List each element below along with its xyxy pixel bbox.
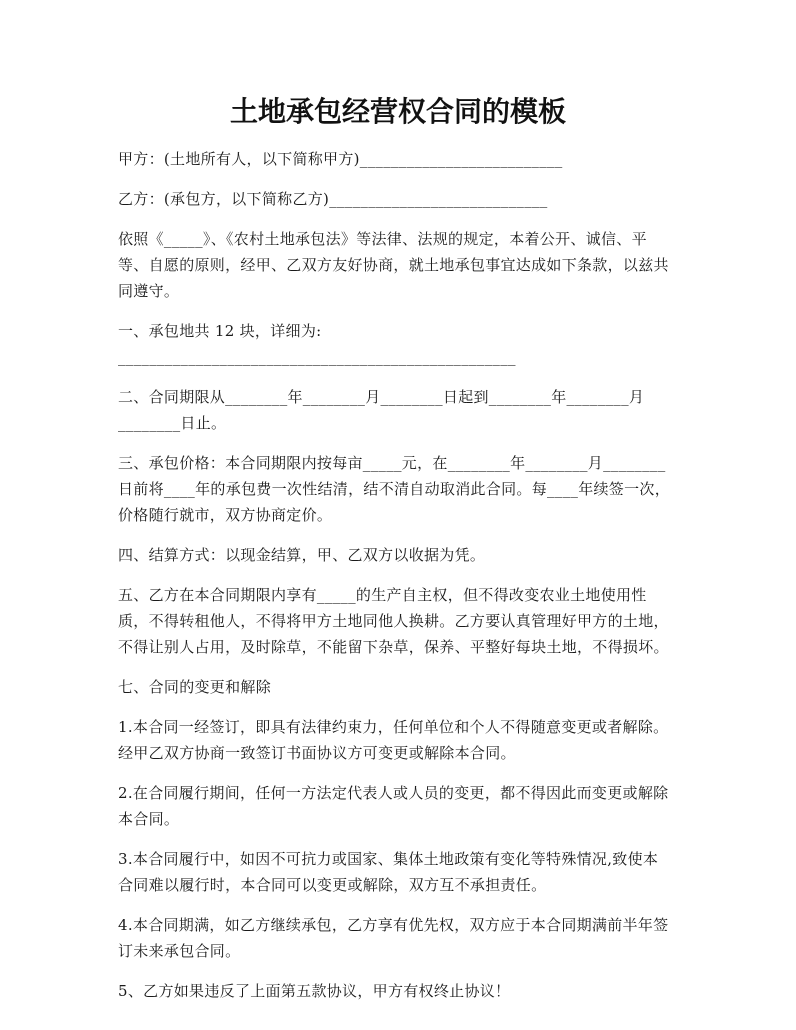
clause-4-settlement [118, 542, 684, 568]
clause-7-item-1 [118, 714, 684, 766]
text-line: 价格随行就市，双方协商定价。 [118, 506, 333, 524]
document-title: 土地承包经营权合同的模板 [229, 95, 566, 128]
text-line: 3.本合同履行中，如因不可抗力或国家、集体土地政策有变化等特殊情况,致使本 [118, 850, 659, 868]
clause-7-heading [118, 674, 684, 700]
text-line: 二、合同期限从________年________月________日起到________年________月 [118, 388, 645, 406]
text-line: 本合同。 [118, 810, 180, 828]
text-line: 5、乙方如果违反了上面第五款协议，甲方有权终止协议！ [118, 982, 511, 1000]
text-line: 同遵守。 [118, 282, 180, 300]
text-line: 七、合同的变更和解除 [118, 678, 272, 696]
text-line: 质，不得转租他人，不得将甲方土地同他人换耕。乙方要认真管理好甲方的土地， [118, 612, 669, 630]
text-line: 等、自愿的原则，经甲、乙双方友好协商，就土地承包事宜达成如下条款，以兹共 [118, 256, 669, 274]
text-line: 经甲乙双方协商一致签订书面协议方可变更或解除本合同。 [118, 744, 516, 762]
text-line: 乙方：(承包方，以下简称乙方)____________________________ [118, 190, 548, 208]
text-line: 四、结算方式：以现金结算，甲、乙双方以收据为凭。 [118, 546, 486, 564]
clause-7-item-3 [118, 846, 684, 898]
clause-final-termination [118, 978, 684, 1004]
clause-7-item-4 [118, 912, 684, 964]
text-line: 日前将____年的承包费一次性结清，结不清自动取消此合同。每____年续签一次， [118, 480, 671, 498]
clause-5-rights [118, 582, 684, 660]
text-line: 订未来承包合同。 [118, 942, 241, 960]
clause-1-land-count [118, 318, 684, 370]
clause-7-item-2 [118, 780, 684, 832]
clause-2-term [118, 384, 684, 436]
text-line: ________日止。 [118, 414, 227, 432]
text-line: 三、承包价格：本合同期限内按每亩_____元，在________年________月________ [118, 454, 666, 472]
text-line: 一、承包地共 12 块，详细为: [118, 322, 322, 340]
text-line: 合同难以履行时，本合同可以变更或解除，双方互不承担责任。 [118, 876, 547, 894]
clause-3-price [118, 450, 684, 528]
text-line: 依照《_____》、《农村土地承包法》等法律、法规的规定，本着公开、诚信、平 [118, 230, 647, 248]
text-line: 4.本合同期满，如乙方继续承包，乙方享有优先权，双方应于本合同期满前半年签 [118, 916, 669, 934]
text-line: 2.在合同履行期间，任何一方法定代表人或人员的变更，都不得因此而变更或解除 [118, 784, 669, 802]
text-line: ___________________________________________________ [118, 348, 516, 366]
party-b-line [118, 186, 684, 212]
text-line: 五、乙方在本合同期限内享有_____的生产自主权，但不得改变农业土地使用性 [118, 586, 647, 604]
text-line: 1.本合同一经签订，即具有法律约束力，任何单位和个人不得随意变更或者解除。 [118, 718, 669, 736]
party-a-line [118, 146, 684, 172]
preamble-paragraph [118, 226, 684, 304]
document-body [118, 146, 684, 1018]
text-line: 甲方：(土地所有人，以下简称甲方)__________________________ [118, 150, 563, 168]
text-line: 不得让别人占用，及时除草，不能留下杂草，保养、平整好每块土地，不得损坏。 [118, 638, 669, 656]
